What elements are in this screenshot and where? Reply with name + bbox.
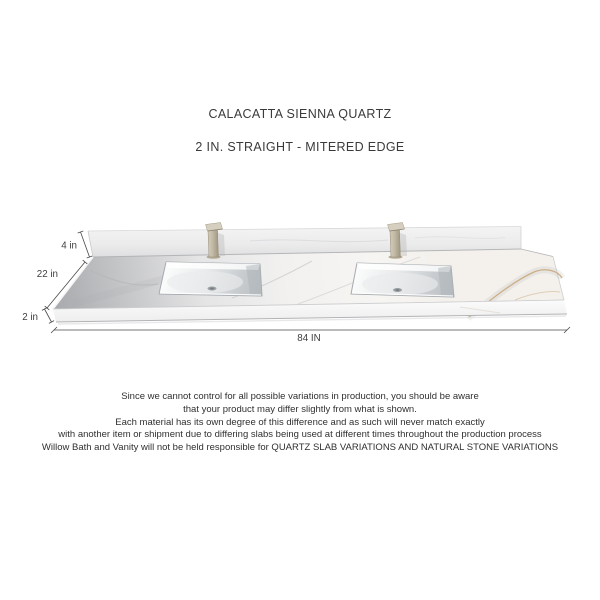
dim-depth-label: 22 in xyxy=(36,269,58,280)
sink-right xyxy=(351,263,454,297)
disclaimer-line: that your product may differ slightly from what is shown. xyxy=(183,403,417,415)
sink-left xyxy=(159,262,262,296)
disclaimer-text xyxy=(0,391,600,455)
countertop-diagram xyxy=(0,200,600,355)
dim-width-label: 84 IN xyxy=(297,333,321,344)
dim-backsplash-height-label: 4 in xyxy=(61,240,77,252)
disclaimer-line: with another item or shipment due to differing slabs being used at different times throughout the production process xyxy=(58,429,542,441)
edge-style-subtitle: 2 IN. STRAIGHT - MITERED EDGE xyxy=(195,140,405,154)
dim-thickness-label: 2 in xyxy=(22,312,38,323)
product-title: CALACATTA SIENNA QUARTZ xyxy=(208,107,392,121)
disclaimer-line: Since we cannot control for all possible variations in production, you should be aware xyxy=(121,391,479,402)
disclaimer-line: Each material has its own degree of this difference and as such will never match exactly xyxy=(115,416,485,428)
disclaimer-line: Willow Bath and Vanity will not be held responsible for QUARTZ SLAB VARIATIONS AND NATURAL STONE VARIATIONS xyxy=(41,442,559,454)
